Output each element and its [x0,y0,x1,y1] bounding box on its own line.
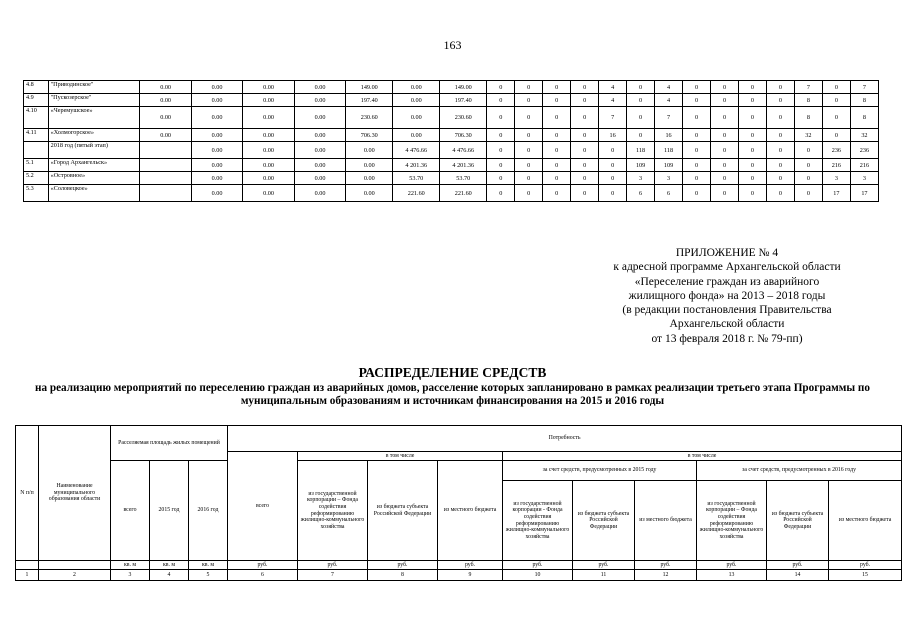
column-number: 15 [829,570,902,581]
table-cell: 4 [599,94,627,107]
table-row [24,107,879,129]
table-cell: 0 [738,185,766,202]
table-cell: 0.00 [294,81,345,94]
table-cell: 216 [822,159,850,172]
area-2015-header: 2015 год [150,461,189,561]
table-cell: 236 [822,142,850,159]
table-cell: 0 [571,129,599,142]
table-cell: 0 [487,107,515,129]
table-cell: 0.00 [140,81,191,94]
table-cell: 0 [683,107,711,129]
col-name-header: Наименование муниципального образования области [39,426,111,561]
table-cell: 0 [543,185,571,202]
group-2015-header: за счет средств, предусмотренных в 2015 году [503,461,697,481]
column-number: 7 [298,570,368,581]
column-number: 10 [503,570,573,581]
table-cell: 197.40 [440,94,487,107]
table-cell: 0 [487,185,515,202]
table-cell: 4 201.36 [393,159,440,172]
table-cell: 0 [766,81,794,94]
table-cell: 0 [571,81,599,94]
table-cell: 0 [738,107,766,129]
table-cell: 7 [794,81,822,94]
table-cell: 4 [599,81,627,94]
table-cell: 0 [766,107,794,129]
table-cell: 0.00 [294,129,345,142]
table-cell: 3 [655,172,683,185]
unit-cell: руб. [503,561,573,570]
unit-cell: руб. [573,561,635,570]
table-cell: 0.00 [243,107,294,129]
appendix-line: от 13 февраля 2018 г. № 79-пп) [651,332,803,345]
row-code: 4.11 [24,129,49,142]
table-cell: 0.00 [140,94,191,107]
table-cell: 0 [487,94,515,107]
unit-cell: кв. м [150,561,189,570]
table-cell: 7 [599,107,627,129]
table-cell: 0 [711,107,739,129]
table-row [24,172,879,185]
table-cell: 0 [683,94,711,107]
subject-2016-header: из бюджета субъекта Российской Федерации [767,481,829,561]
table-cell: 0 [627,107,655,129]
table-cell: 0.00 [243,94,294,107]
table-cell: 0.00 [191,81,242,94]
table-cell: 0 [571,142,599,159]
need-header: Потребность [228,426,902,452]
table-cell: 0.00 [191,142,242,159]
document-title: РАСПРЕДЕЛЕНИЕ СРЕДСТВ [358,365,547,380]
table-row [24,94,879,107]
table-cell: 0 [766,142,794,159]
table-cell [140,142,191,159]
table-cell: 0 [711,81,739,94]
table-cell: 0.00 [393,81,440,94]
table-cell: 0 [487,142,515,159]
column-number: 11 [573,570,635,581]
table-cell: 0.00 [191,185,242,202]
subject-header: из бюджета субъекта Российской Федерации [368,461,438,561]
table-row [24,81,879,94]
column-number: 3 [111,570,150,581]
appendix-line: жилищного фонда» на 2013 – 2018 годы [628,289,826,302]
table-cell: 53.70 [440,172,487,185]
table-row [24,142,879,159]
table-cell: 3 [850,172,878,185]
table-cell: 0.00 [243,81,294,94]
fund-header: из государственной корпорации – Фонда содействия реформированию жилищно-коммунального хозяйства [298,461,368,561]
table-cell: 0 [515,129,543,142]
table-cell: 0 [543,159,571,172]
area-total-header: всего [111,461,150,561]
row-code: 5.1 [24,159,49,172]
table-cell: 4 201.36 [440,159,487,172]
table-cell: 230.60 [440,107,487,129]
table-cell: 109 [627,159,655,172]
table-cell: 0 [627,81,655,94]
table-cell: 0 [738,129,766,142]
table-cell: 0.00 [243,172,294,185]
distribution-table-header [15,425,902,581]
appendix-line: (в редакции постановления Правительства [622,304,832,317]
column-number: 6 [228,570,298,581]
row-municipality-name: "Пускозерское" [48,94,140,107]
table-cell: 0.00 [191,159,242,172]
table-cell: 118 [627,142,655,159]
unit-cell: руб. [697,561,767,570]
table-cell: 0.00 [243,185,294,202]
table-cell: 7 [850,81,878,94]
local-2015-header: из местного бюджета [635,481,697,561]
table-cell: 0 [571,107,599,129]
row-code: 5.2 [24,172,49,185]
table-cell: 0 [515,159,543,172]
page-number: 163 [443,38,462,52]
table-cell: 0 [543,142,571,159]
table-cell: 0 [738,142,766,159]
table-cell: 6 [627,185,655,202]
table-cell: 0.00 [191,94,242,107]
unit-cell: руб. [767,561,829,570]
area-group-header: Расселяемая площадь жилых помещений [111,426,228,461]
appendix-line: ПРИЛОЖЕНИЕ № 4 [675,247,779,259]
table-cell: 236 [850,142,878,159]
table-cell: 0 [766,129,794,142]
table-cell: 0 [515,185,543,202]
area-2016-header: 2016 год [189,461,228,561]
table-cell: 4 [655,81,683,94]
row-municipality-name: «Соловецкое» [48,185,140,202]
subject-2015-header: из бюджета субъекта Российской Федерации [573,481,635,561]
table-cell: 17 [822,185,850,202]
row-municipality-name: "Приводинское" [48,81,140,94]
table-cell: 0 [627,129,655,142]
local-2016-header: из местного бюджета [829,481,902,561]
row-code: 4.8 [24,81,49,94]
table-cell [140,185,191,202]
row-municipality-name: «Холмогорское» [48,129,140,142]
table-cell: 0 [711,129,739,142]
table-cell: 0 [515,107,543,129]
table-cell: 0 [571,94,599,107]
table-cell: 4 476.66 [440,142,487,159]
appendix-line: «Переселение граждан из аварийного [634,275,820,288]
table-row [24,185,879,202]
unit-cell: руб. [829,561,902,570]
table-cell: 0 [487,81,515,94]
table-cell: 0 [683,142,711,159]
unit-cell: руб. [298,561,368,570]
table-cell: 118 [655,142,683,159]
table-cell: 0 [738,94,766,107]
table-cell: 0 [515,94,543,107]
table-cell: 16 [655,129,683,142]
table-cell: 0 [515,81,543,94]
column-number: 8 [368,570,438,581]
table-cell: 0 [794,159,822,172]
table-cell: 0 [543,107,571,129]
fund-2015-header: из государственной корпорации - Фонда содействия реформированию жилищно-коммунального хозяйства [503,481,573,561]
table-cell: 8 [850,94,878,107]
table-cell: 0.00 [294,107,345,129]
table-cell: 0.00 [140,107,191,129]
row-code: 5.3 [24,185,49,202]
table-cell: 0 [487,159,515,172]
table-cell: 16 [599,129,627,142]
table-cell: 0 [683,159,711,172]
unit-cell [16,561,39,570]
column-number: 14 [767,570,829,581]
table-cell: 0.00 [346,142,393,159]
unit-cell: руб. [438,561,503,570]
table-cell: 17 [850,185,878,202]
table-cell: 0.00 [294,94,345,107]
column-number: 4 [150,570,189,581]
table-cell: 0 [571,172,599,185]
table-cell: 0.00 [346,172,393,185]
row-code: 4.9 [24,94,49,107]
unit-cell: кв. м [189,561,228,570]
table-cell: 32 [850,129,878,142]
table-cell: 0 [515,142,543,159]
document-subtitle: на реализацию мероприятий по переселению граждан из аварийных домов, расселение которых запланировано в рамках реализации третьего этапа Программы по муниципальным образованиям и источникам финансирования на 2015 и 2016 годы [35,382,870,407]
table-cell: 53.70 [393,172,440,185]
table-cell: 221.60 [440,185,487,202]
table-cell: 706.30 [346,129,393,142]
row-code [24,142,49,159]
table-cell: 221.60 [393,185,440,202]
table-cell: 0 [822,129,850,142]
column-number: 13 [697,570,767,581]
table-cell: 0 [627,94,655,107]
unit-cell: руб. [635,561,697,570]
incl2-header: в том числе [503,452,902,461]
col-n-header: N п/п [16,426,39,561]
table-cell: 0 [766,94,794,107]
table-cell: 0 [599,185,627,202]
column-number: 12 [635,570,697,581]
table-cell: 8 [794,94,822,107]
table-cell: 0 [794,142,822,159]
table-cell: 0 [794,185,822,202]
table-cell: 0 [543,129,571,142]
row-code: 4.10 [24,107,49,129]
row-municipality-name: «Островное» [48,172,140,185]
table-cell: 0 [794,172,822,185]
table-cell: 0.00 [191,172,242,185]
appendix-block [597,246,857,346]
table-cell: 0.00 [294,159,345,172]
table-cell: 706.30 [440,129,487,142]
table-cell: 0 [683,81,711,94]
column-number: 5 [189,570,228,581]
table-cell: 0 [599,172,627,185]
table-cell: 0.00 [243,159,294,172]
continuation-table [23,80,879,202]
table-cell: 0 [599,159,627,172]
table-cell: 0 [487,172,515,185]
table-cell: 0 [487,129,515,142]
need-total-header: всего [228,452,298,561]
unit-cell: руб. [228,561,298,570]
unit-cell: руб. [368,561,438,570]
table-cell: 0.00 [191,107,242,129]
table-cell: 7 [655,107,683,129]
column-number: 1 [16,570,39,581]
table-cell: 0.00 [294,172,345,185]
incl-header: в том числе [298,452,503,461]
table-cell: 3 [822,172,850,185]
table-cell: 4 [655,94,683,107]
table-cell: 230.60 [346,107,393,129]
table-cell: 0 [822,94,850,107]
table-cell: 3 [627,172,655,185]
table-cell: 197.40 [346,94,393,107]
table-cell: 0 [738,81,766,94]
table-cell: 0 [711,172,739,185]
table-cell: 0.00 [346,159,393,172]
table-cell: 8 [794,107,822,129]
table-cell: 149.00 [346,81,393,94]
table-cell: 6 [655,185,683,202]
table-cell: 0 [683,185,711,202]
row-municipality-name: «Город Архангельск» [48,159,140,172]
table-cell: 0.00 [393,94,440,107]
table-cell: 0.00 [294,185,345,202]
table-cell [140,159,191,172]
table-cell: 0 [683,172,711,185]
table-cell: 0.00 [243,129,294,142]
table-cell: 0 [711,142,739,159]
table-cell: 0 [766,172,794,185]
appendix-line: Архангельской области [669,318,785,331]
unit-cell: кв. м [111,561,150,570]
row-municipality-name: 2018 год (пятый этап) [48,142,140,159]
table-cell: 0.00 [393,129,440,142]
unit-cell [39,561,111,570]
table-cell: 0 [711,185,739,202]
table-cell: 0 [571,159,599,172]
table-cell: 4 476.66 [393,142,440,159]
table-cell: 0.00 [393,107,440,129]
table-cell [140,172,191,185]
table-cell: 0.00 [346,185,393,202]
column-number: 9 [438,570,503,581]
table-cell: 0 [822,81,850,94]
table-cell: 0 [711,94,739,107]
table-cell: 32 [794,129,822,142]
local-header: из местного бюджета [438,461,503,561]
table-cell: 0 [738,172,766,185]
table-cell: 0 [738,159,766,172]
fund-2016-header: из государственной корпорации – Фонда содействия реформированию жилищно-коммунального хозяйства [697,481,767,561]
column-number: 2 [39,570,111,581]
table-cell: 0 [543,172,571,185]
table-cell: 0 [571,185,599,202]
table-row [24,129,879,142]
table-cell: 0 [515,172,543,185]
table-row [24,159,879,172]
table-cell: 0.00 [140,129,191,142]
row-municipality-name: «Черемушское» [48,107,140,129]
table-cell: 109 [655,159,683,172]
table-cell: 0.00 [294,142,345,159]
table-cell: 8 [850,107,878,129]
table-cell: 0 [766,185,794,202]
table-cell: 0.00 [243,142,294,159]
appendix-line: к адресной программе Архангельской области [613,261,841,274]
table-cell: 149.00 [440,81,487,94]
table-cell: 0 [543,81,571,94]
table-cell: 0 [711,159,739,172]
table-cell: 0 [822,107,850,129]
table-cell: 0.00 [191,129,242,142]
table-cell: 0 [599,142,627,159]
group-2016-header: за счет средств, предусмотренных в 2016 году [697,461,902,481]
table-cell: 0 [543,94,571,107]
table-cell: 216 [850,159,878,172]
table-cell: 0 [683,129,711,142]
table-cell: 0 [766,159,794,172]
